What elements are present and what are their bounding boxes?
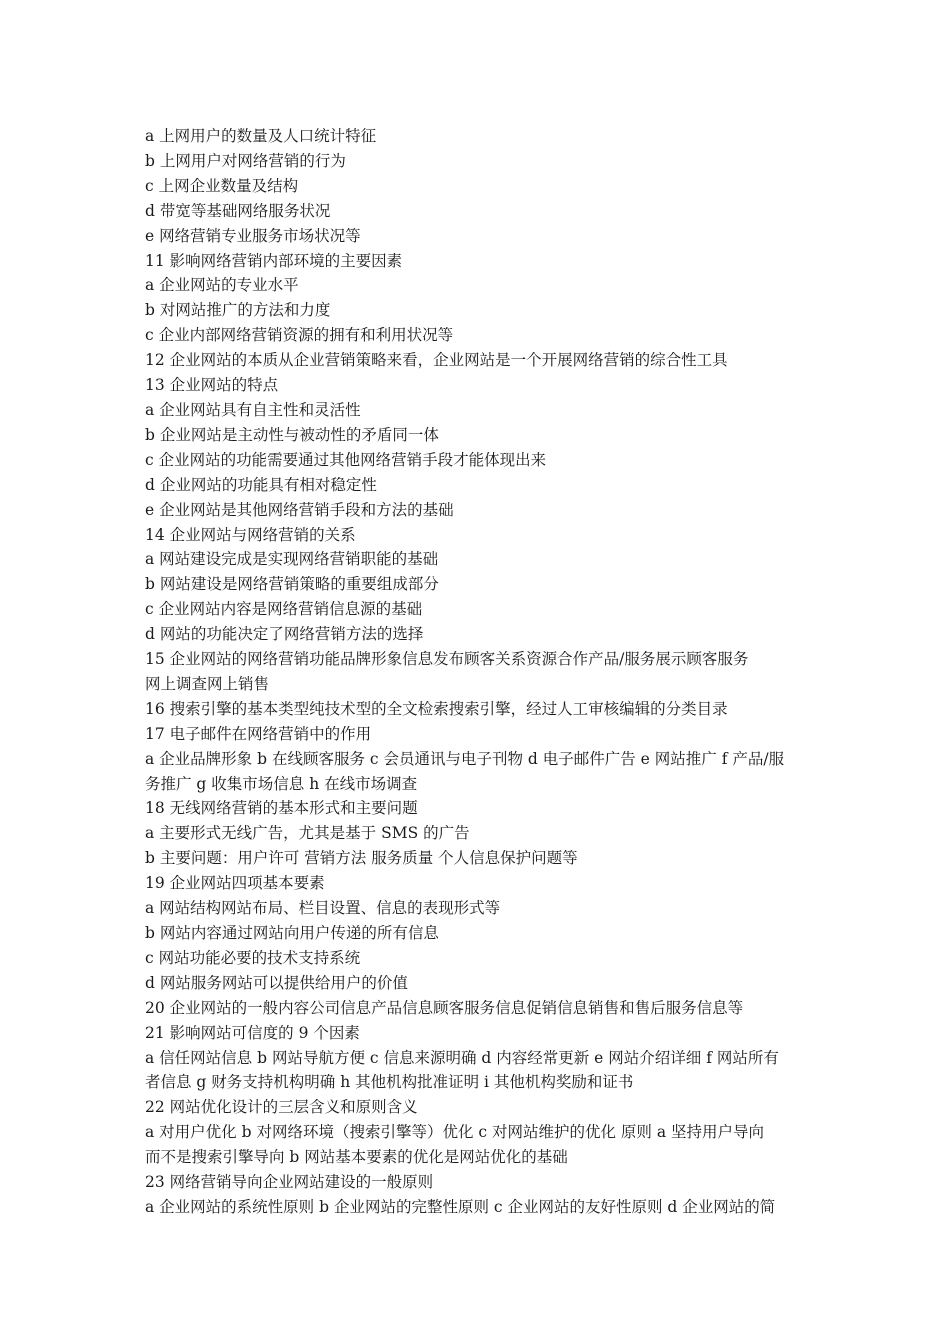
text-line: a 企业网站的系统性原则 b 企业网站的完整性原则 c 企业网站的友好性原则 d 企业网站的简 [145, 1197, 776, 1216]
text-line: c 企业网站内容是网络营销信息源的基础 [145, 600, 423, 619]
section-heading: 18 无线网络营销的基本形式和主要问题 [145, 799, 418, 818]
text-line: d 带宽等基础网络服务状况 [145, 201, 331, 220]
text-line: b 上网用户对网络营销的行为 [145, 151, 346, 170]
section-heading: 14 企业网站与网络营销的关系 [145, 525, 356, 544]
text-line: a 网站建设完成是实现网络营销职能的基础 [145, 550, 439, 569]
section-heading: 16 搜索引擎的基本类型纯技术型的全文检索搜索引擎，经过人工审核编辑的分类目录 [145, 699, 728, 718]
section-heading: 19 企业网站四项基本要素 [145, 874, 325, 893]
text-line: 网上调查网上销售 [145, 674, 270, 693]
section-heading: 12 企业网站的本质从企业营销策略来看，企业网站是一个开展网络营销的综合性工具 [145, 351, 728, 370]
text-line: a 网站结构网站布局、栏目设置、信息的表现形式等 [145, 899, 501, 918]
section-heading: 17 电子邮件在网络营销中的作用 [145, 724, 372, 743]
text-line: a 信任网站信息 b 网站导航方便 c 信息来源明确 d 内容经常更新 e 网站介绍详细 f 网站所有 [145, 1048, 779, 1067]
text-line: a 企业网站具有自主性和灵活性 [145, 400, 361, 419]
text-line: d 网站服务网站可以提供给用户的价值 [145, 973, 408, 992]
text-line: c 企业网站的功能需要通过其他网络营销手段才能体现出来 [145, 450, 547, 469]
text-line: b 企业网站是主动性与被动性的矛盾同一体 [145, 425, 439, 444]
section-heading: 21 影响网站可信度的 9 个因素 [145, 1023, 360, 1042]
section-heading: 20 企业网站的一般内容公司信息产品信息顾客服务信息促销信息销售和售后服务信息等 [145, 998, 744, 1017]
section-heading: 15 企业网站的网络营销功能品牌形象信息发布顾客关系资源合作产品/服务展示顾客服务 [145, 650, 749, 669]
text-line: a 企业品牌形象 b 在线顾客服务 c 会员通讯与电子刊物 d 电子邮件广告 e 网站推广 f 产品/服 [145, 749, 785, 768]
text-line: c 网站功能必要的技术支持系统 [145, 948, 361, 967]
text-line: 者信息 g 财务支持机构明确 h 其他机构批准证明 i 其他机构奖励和证书 [145, 1073, 634, 1092]
text-line: 而不是搜索引擎导向 b 网站基本要素的优化是网站优化的基础 [145, 1148, 568, 1167]
text-line: b 对网站推广的方法和力度 [145, 301, 331, 320]
text-line: d 企业网站的功能具有相对稳定性 [145, 475, 377, 494]
text-line: d 网站的功能决定了网络营销方法的选择 [145, 625, 424, 644]
document-body [145, 124, 813, 1220]
section-heading: 11 影响网络营销内部环境的主要因素 [145, 251, 403, 270]
text-line: b 主要问题：用户许可 营销方法 服务质量 个人信息保护问题等 [145, 849, 578, 868]
text-line: a 上网用户的数量及人口统计特征 [145, 127, 377, 145]
text-line: a 主要形式无线广告，尤其是基于 SMS 的广告 [145, 824, 470, 843]
section-heading: 22 网站优化设计的三层含义和原则含义 [145, 1098, 418, 1117]
section-heading: 13 企业网站的特点 [145, 376, 279, 395]
text-line: c 上网企业数量及结构 [145, 176, 299, 195]
text-line: b 网站内容通过网站向用户传递的所有信息 [145, 924, 439, 942]
text-line: c 企业内部网络营销资源的拥有和利用状况等 [145, 326, 454, 345]
text-line: 务推广 g 收集市场信息 h 在线市场调查 [145, 774, 418, 793]
text-line: e 企业网站是其他网络营销手段和方法的基础 [145, 500, 454, 519]
text-line: a 企业网站的专业水平 [145, 276, 299, 295]
text-line: a 对用户优化 b 对网络环境（搜索引擎等）优化 c 对网站维护的优化 原则 a 坚持用户导向 [145, 1123, 765, 1142]
text-line: e 网络营销专业服务市场状况等 [145, 226, 361, 245]
section-heading: 23 网络营销导向企业网站建设的一般原则 [145, 1173, 434, 1192]
text-line: b 网站建设是网络营销策略的重要组成部分 [145, 575, 439, 594]
